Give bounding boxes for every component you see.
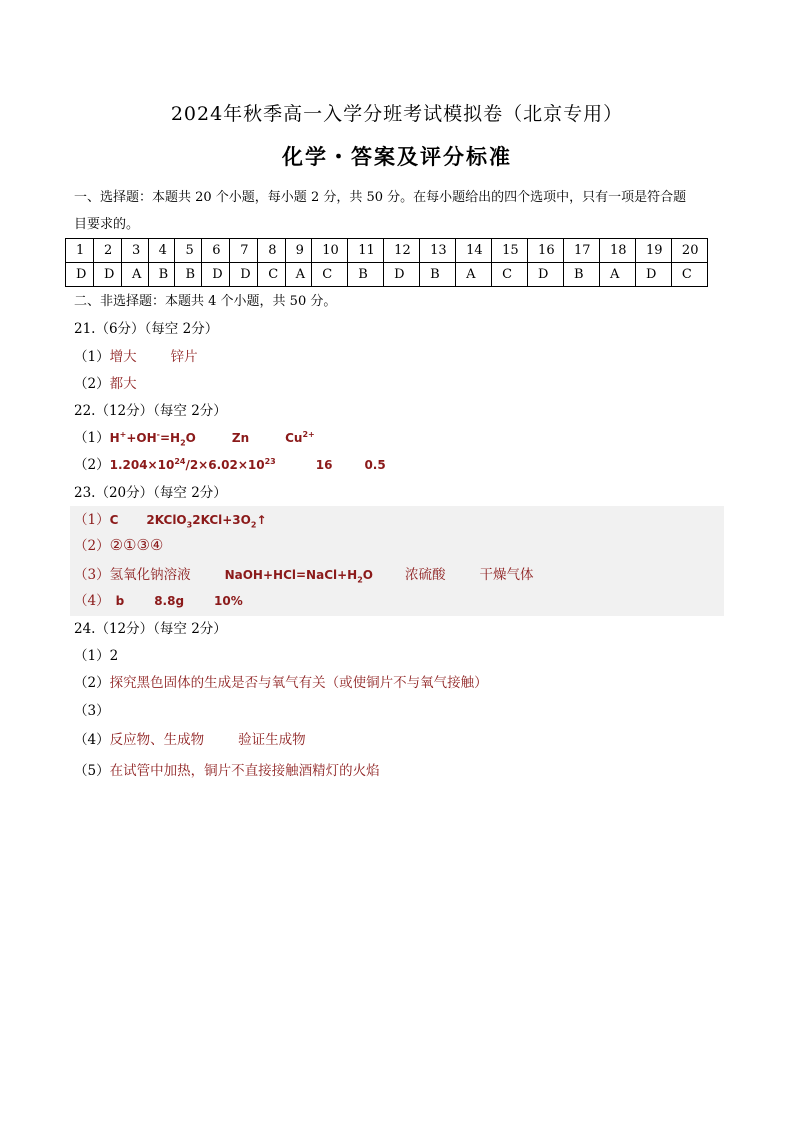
question-number-cell: 3 bbox=[121, 239, 148, 263]
question-number-cell: 6 bbox=[202, 239, 230, 263]
q24-l5-num: （5） bbox=[74, 763, 110, 779]
section2-instructions: 二、非选择题：本题共 4 个小题，共 50 分。 bbox=[74, 294, 337, 309]
question-number-cell: 14 bbox=[456, 239, 492, 263]
answer-cell: C bbox=[671, 263, 707, 287]
q23-line1 bbox=[74, 508, 267, 529]
section1-instructions-line2: 目要求的。 bbox=[74, 217, 140, 232]
question-number-cell: 11 bbox=[348, 239, 384, 263]
q23-l4-answer-b: 8.8g bbox=[154, 594, 185, 608]
q24-line4 bbox=[74, 728, 306, 748]
q21-l2-answer-a: 都大 bbox=[109, 376, 137, 392]
question-number-cell: 9 bbox=[285, 239, 312, 263]
q23-l3-num: （3） bbox=[74, 567, 110, 583]
answer-table-number-row bbox=[66, 239, 708, 263]
q24-l2-num: （2） bbox=[74, 675, 110, 691]
q22-header: 22.（12分）（每空 2分） bbox=[74, 403, 227, 419]
q24-line3 bbox=[74, 699, 110, 719]
q23-l1-num: （1） bbox=[74, 512, 110, 528]
answer-cell: B bbox=[348, 263, 384, 287]
answer-cell: A bbox=[285, 263, 312, 287]
q23-l3-answer-a: 氢氧化钠溶液 bbox=[109, 567, 191, 583]
question-number-cell: 10 bbox=[312, 239, 348, 263]
q21-l1-answer-b: 锌片 bbox=[170, 349, 198, 365]
answer-cell: B bbox=[175, 263, 202, 287]
q22-l1-answer-a: $H^++OH^-=H_2O$ bbox=[109, 430, 196, 448]
q23-header: 23.（20分）（每空 2分） bbox=[74, 485, 227, 501]
answer-cell: A bbox=[121, 263, 148, 287]
q24-l1-num: （1） bbox=[74, 648, 110, 664]
q22-l2-answer-c: 0.5 bbox=[364, 458, 386, 472]
question-number-cell: 16 bbox=[528, 239, 564, 263]
question-number-cell: 17 bbox=[564, 239, 600, 263]
q22-l2-answer-b: 16 bbox=[315, 458, 333, 472]
q21-line2 bbox=[74, 372, 137, 392]
question-number-cell: 8 bbox=[258, 239, 285, 263]
q23-l3-answer-b: $NaOH+HCl=NaCl+H_2O$ bbox=[224, 568, 373, 585]
q24-l4-num: （4） bbox=[74, 732, 110, 748]
answer-cell: B bbox=[564, 263, 600, 287]
section1-instructions-line1: 一、选择题：本题共 20 个小题，每小题 2 分，共 50 分。在每小题给出的四个选项中，只有一项是符合题 bbox=[74, 190, 687, 205]
q22-l2-num: （2） bbox=[74, 457, 110, 473]
question-number-cell: 1 bbox=[66, 239, 94, 263]
answer-cell: D bbox=[635, 263, 671, 287]
q24-l4-answer-a: 反应物、生成物 bbox=[109, 732, 205, 748]
answer-cell: B bbox=[420, 263, 456, 287]
answer-cell: D bbox=[528, 263, 564, 287]
q22-line2 bbox=[74, 453, 386, 473]
answer-cell: D bbox=[202, 263, 230, 287]
answer-cell: D bbox=[66, 263, 94, 287]
page-title: 2024年秋季高一入学分班考试模拟卷（北京专用） bbox=[170, 103, 624, 125]
answer-cell: D bbox=[93, 263, 121, 287]
answer-cell: D bbox=[230, 263, 258, 287]
q22-l1-num: （1） bbox=[74, 430, 110, 446]
question-number-cell: 19 bbox=[635, 239, 671, 263]
question-number-cell: 13 bbox=[420, 239, 456, 263]
question-number-cell: 18 bbox=[599, 239, 635, 263]
q23-line3 bbox=[74, 563, 534, 584]
q21-l1-answer-a: 增大 bbox=[109, 349, 137, 365]
page-subtitle: 化学・答案及评分标准 bbox=[282, 144, 512, 169]
q24-line2 bbox=[74, 671, 488, 691]
q23-l4-answer-a: b bbox=[115, 594, 125, 608]
q22-l1-answer-b: Zn bbox=[231, 431, 250, 445]
q23-l3-answer-d: 干燥气体 bbox=[479, 567, 534, 583]
answer-table bbox=[65, 238, 708, 287]
q23-l1-answer-b: $2KClO_32KCl+3O_2↑$ bbox=[146, 513, 267, 530]
q24-line1 bbox=[74, 644, 118, 664]
q23-line4 bbox=[74, 589, 243, 609]
q22-l2-answer-a: $1.204\times 10^{24}/2\times 6.02\times 10^{23}$ bbox=[109, 457, 276, 472]
question-number-cell: 4 bbox=[148, 239, 175, 263]
question-number-cell: 7 bbox=[230, 239, 258, 263]
q23-l2-answer-a: ②①③④ bbox=[109, 536, 164, 554]
question-number-cell: 20 bbox=[671, 239, 707, 263]
answer-cell: B bbox=[148, 263, 175, 287]
q21-l2-num: （2） bbox=[74, 376, 110, 392]
q23-line2 bbox=[74, 534, 163, 554]
question-number-cell: 2 bbox=[93, 239, 121, 263]
answer-cell: D bbox=[384, 263, 420, 287]
q23-l4-answer-c: 10% bbox=[214, 594, 243, 608]
q23-l4-num: （4） bbox=[74, 593, 110, 609]
q23-l3-answer-c: 浓硫酸 bbox=[405, 567, 446, 583]
q24-header: 24.（12分）（每空 2分） bbox=[74, 621, 227, 637]
q23-l2-num: （2） bbox=[74, 538, 110, 554]
question-number-cell: 12 bbox=[384, 239, 420, 263]
answer-cell: C bbox=[492, 263, 528, 287]
q21-header: 21.（6分）（每空 2分） bbox=[74, 321, 219, 337]
question-number-cell: 15 bbox=[492, 239, 528, 263]
q24-l2-answer-a: 探究黑色固体的生成是否与氧气有关（或使铜片不与氧气接触） bbox=[109, 675, 488, 691]
q24-line5 bbox=[74, 759, 380, 779]
question-number-cell: 5 bbox=[175, 239, 202, 263]
q21-l1-num: （1） bbox=[74, 349, 110, 365]
q24-l5-answer-a: 在试管中加热，铜片不直接接触酒精灯的火焰 bbox=[109, 763, 380, 779]
q24-l4-answer-b: 验证生成物 bbox=[238, 732, 306, 748]
q22-l1-answer-c: $Cu^{2+}$ bbox=[285, 430, 315, 445]
answer-cell: C bbox=[312, 263, 348, 287]
answer-cell: A bbox=[456, 263, 492, 287]
q24-l3-num: （3） bbox=[74, 703, 110, 719]
answer-cell: A bbox=[599, 263, 635, 287]
answer-table-answer-row bbox=[66, 263, 708, 287]
q21-line1 bbox=[74, 345, 198, 365]
q22-line1 bbox=[74, 426, 315, 447]
answer-cell: C bbox=[258, 263, 285, 287]
q23-l1-answer-a: C bbox=[109, 513, 119, 527]
q24-l1-answer-a: 2 bbox=[109, 648, 119, 664]
